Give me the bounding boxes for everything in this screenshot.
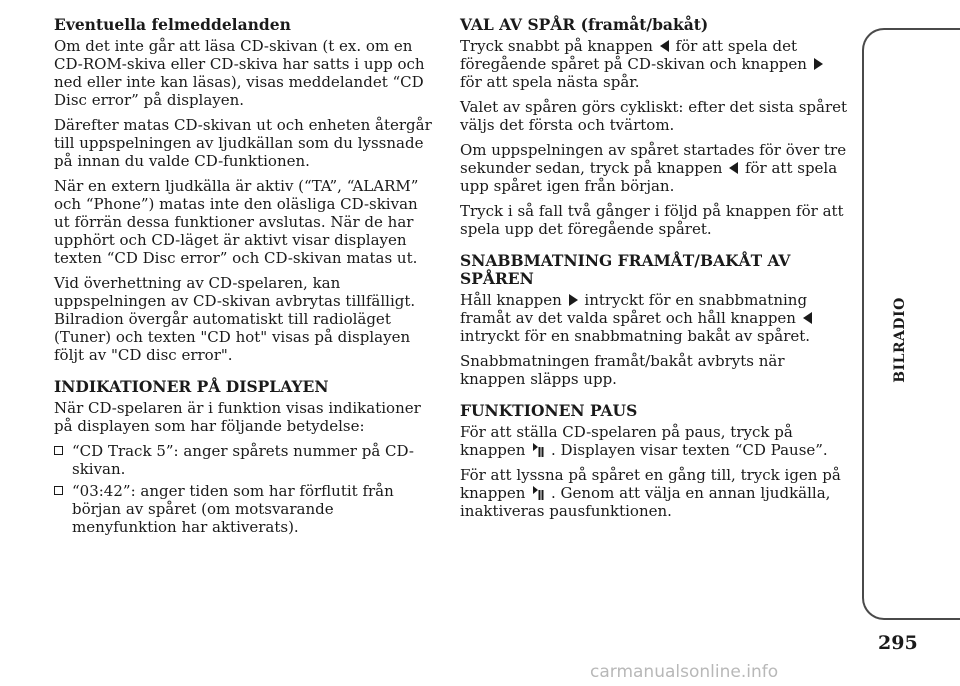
triangle-right-icon bbox=[814, 58, 823, 70]
section-tab-label bbox=[870, 297, 930, 383]
checkbox-bullet-icon bbox=[54, 486, 63, 495]
ff-paragraph-1 bbox=[460, 291, 850, 345]
track-p1-c: för att spela nästa spår. bbox=[460, 73, 640, 91]
triangle-left-icon bbox=[803, 312, 812, 324]
track-paragraph-3 bbox=[460, 141, 850, 195]
pause-paragraph-2 bbox=[460, 466, 850, 520]
triangle-right-icon bbox=[569, 294, 578, 306]
play-pause-icon bbox=[532, 442, 544, 458]
ff-p1-c: intryckt för en snabbmatning bakåt av spåret. bbox=[460, 327, 811, 345]
pause-paragraph-1 bbox=[460, 423, 850, 459]
track-p1-b: för att spela det föregående spåret på CD-skivan och knappen bbox=[460, 37, 807, 73]
bullet-time bbox=[54, 482, 438, 536]
pause-p2-b: . Genom att välja en annan ljudkälla, inaktiveras pausfunktionen. bbox=[460, 484, 831, 520]
track-select-heading: VAL AV SPÅR (framåt/bakåt) bbox=[460, 15, 709, 34]
error-paragraph-1: Om det inte går att läsa CD-skivan (t ex. om en CD-ROM-skiva eller CD-skiva har satts i upp och ned eller inte kan läsas), visas meddelandet “CD Disc error” på displayen. bbox=[54, 37, 425, 109]
checkbox-bullet-icon bbox=[54, 446, 63, 455]
track-paragraph-1 bbox=[460, 37, 850, 91]
bullet-track bbox=[54, 442, 438, 478]
page-number: 295 bbox=[878, 632, 918, 654]
track-p3-b: för att spela upp spåret igen från början. bbox=[460, 159, 838, 195]
track-paragraph-4: Tryck i så fall två gånger i följd på knappen för att spela upp det föregående spåret. bbox=[460, 202, 844, 238]
track-paragraph-2: Valet av spåren görs cykliskt: efter det sista spåret väljs det första och tvärtom. bbox=[460, 98, 848, 134]
pause-p1-a: För att ställa CD-spelaren på paus, tryck på knappen bbox=[460, 423, 793, 459]
bullet-track-text: “CD Track 5”: anger spårets nummer på CD-skivan. bbox=[72, 442, 414, 478]
ff-p1-b: intryckt för en snabbmatning framåt av det valda spåret och håll knappen bbox=[460, 291, 808, 327]
bullet-time-text: “03:42”: anger tiden som har förflutit från början av spåret (om motsvarande menyfunktion har aktiverats). bbox=[72, 482, 394, 536]
pause-p1-b: . Displayen visar texten “CD Pause”. bbox=[551, 441, 828, 459]
ff-p1-a: Håll knappen bbox=[460, 291, 562, 309]
error-paragraph-2: Därefter matas CD-skivan ut och enheten återgår till uppspelningen av ljudkällan som du lyssnade på innan du valde CD-funktionen. bbox=[54, 116, 432, 170]
error-paragraph-4: Vid överhettning av CD-spelaren, kan uppspelningen av CD-skivan avbrytas tillfälligt. Bilradion övergår automatiskt till radioläget (Tuner) och texten "CD hot" visas på displayen följt av "CD disc error". bbox=[54, 274, 416, 364]
play-pause-icon bbox=[532, 485, 544, 501]
triangle-left-icon bbox=[660, 40, 669, 52]
triangle-left-icon bbox=[729, 162, 738, 174]
ff-paragraph-2: Snabbmatningen framåt/bakåt avbryts när knappen släpps upp. bbox=[460, 352, 785, 388]
indications-heading: INDIKATIONER PÅ DISPLAYEN bbox=[54, 377, 329, 396]
indications-paragraph: När CD-spelaren är i funktion visas indikationer på displayen som har följande betydelse: bbox=[54, 399, 421, 435]
error-paragraph-3: När en extern ljudkälla är aktiv (“TA”, “ALARM” och “Phone”) matas inte den oläsliga CD-skivan ut förrän dessa funktioner avslutas. När de har upphört och CD-läget är aktivt visar displayen texten “CD Disc error” och CD-skivan matas ut. bbox=[54, 177, 419, 267]
right-column bbox=[460, 16, 850, 527]
track-p3-a: Om uppspelningen av spåret startades för över tre sekunder sedan, tryck på knappen bbox=[460, 141, 847, 177]
pause-p2-a: För att lyssna på spåret en gång till, tryck igen på knappen bbox=[460, 466, 841, 502]
pause-heading: FUNKTIONEN PAUS bbox=[460, 401, 638, 420]
track-p1-a: Tryck snabbt på knappen bbox=[460, 37, 653, 55]
left-column bbox=[54, 16, 438, 540]
watermark: carmanualsonline.info bbox=[590, 662, 779, 682]
fast-forward-heading: SNABBMATNING FRAMÅT/BAKÅT AV SPÅREN bbox=[460, 251, 791, 288]
error-heading: Eventuella felmeddelanden bbox=[54, 15, 291, 34]
section-label-text: BILRADIO bbox=[892, 297, 909, 383]
